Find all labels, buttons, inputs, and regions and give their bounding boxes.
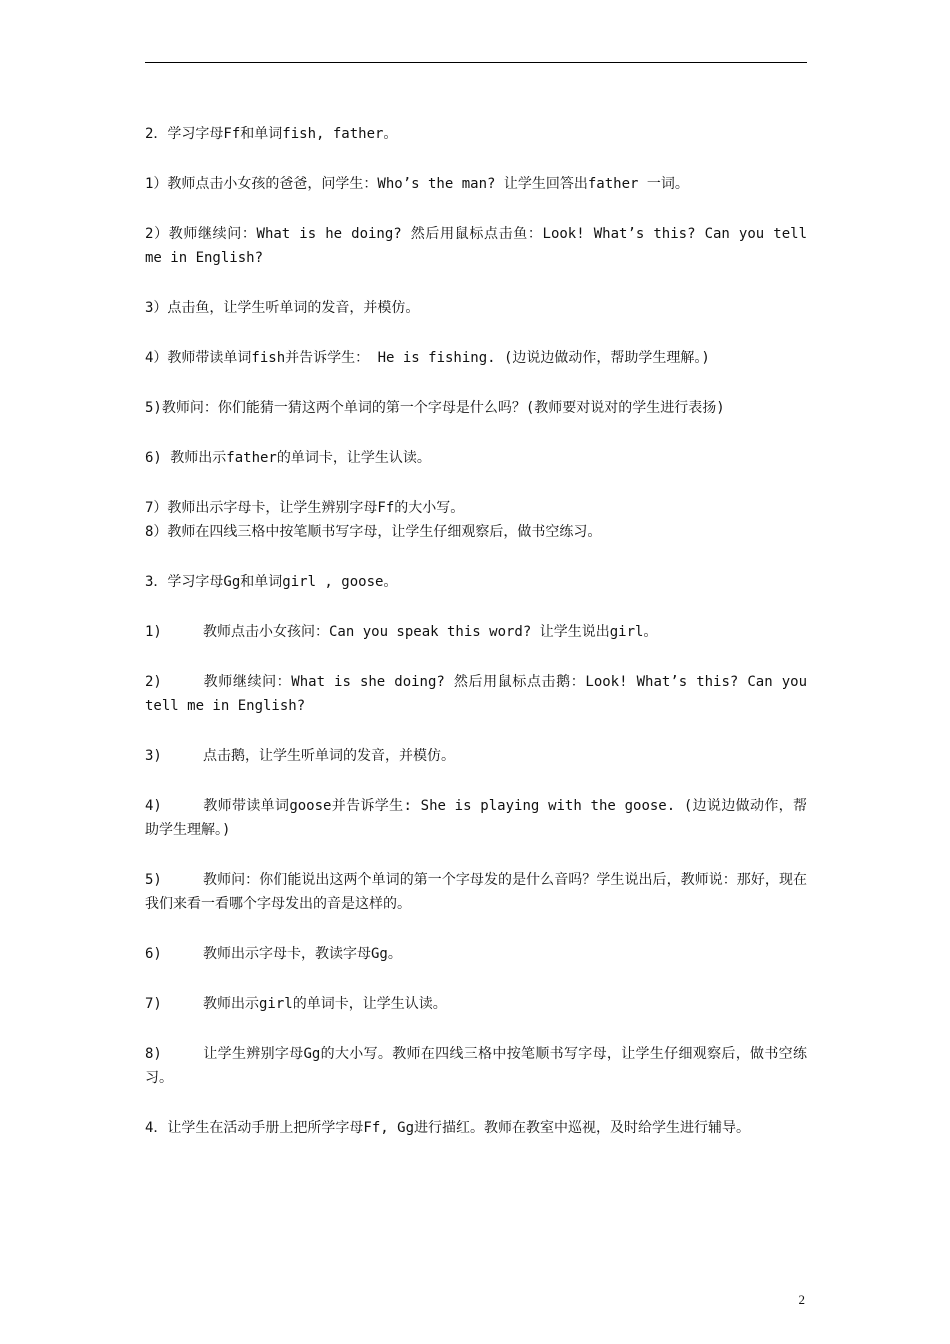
- section-heading-gg: 3．学习字母Gg和单词girl , goose。: [145, 574, 398, 590]
- step-item: 8）教师在四线三格中按笔顺书写字母，让学生仔细观察后，做书空练习。: [145, 524, 602, 540]
- step-number: 5): [145, 872, 162, 888]
- step-item: 1）教师点击小女孩的爸爸，问学生：Who’s the man? 让学生回答出father 一词。: [145, 176, 689, 192]
- step-number: 1): [145, 624, 162, 640]
- document-body: [145, 122, 807, 1140]
- step-number: 6): [145, 946, 162, 962]
- numbered-step: 7) 教师出示girl的单词卡，让学生认读。: [145, 992, 807, 1016]
- step-item: 2）教师继续问：What is he doing? 然后用鼠标点击鱼：Look! What’s this? Can you tell me in English?: [145, 226, 807, 266]
- section-heading-ff: 2．学习字母Ff和单词fish, father。: [145, 126, 398, 142]
- header-rule: [145, 62, 807, 63]
- numbered-step: 5) 教师问：你们能说出这两个单词的第一个字母发的是什么音吗？学生说出后，教师说：那好，现在我们来看一看哪个字母发出的音是这样的。: [145, 868, 807, 916]
- step-number: 4): [145, 798, 162, 814]
- numbered-step: 3) 点击鹅，让学生听单词的发音，并模仿。: [145, 744, 807, 768]
- step-number: 7): [145, 996, 162, 1012]
- page-number: 2: [798, 1292, 805, 1307]
- section-heading-practice: 4．让学生在活动手册上把所学字母Ff, Gg进行描红。教师在教室中巡视，及时给学生进行辅导。: [145, 1120, 750, 1136]
- step-number: 8): [145, 1046, 162, 1062]
- step-item: 6) 教师出示father的单词卡，让学生认读。: [145, 450, 431, 466]
- step-item: 4）教师带读单词fish并告诉学生： He is fishing. (边说边做动作，帮助学生理解。): [145, 350, 710, 366]
- numbered-step: 1) 教师点击小女孩问：Can you speak this word? 让学生说出girl。: [145, 620, 807, 644]
- numbered-step: 4) 教师带读单词goose并告诉学生: She is playing with the goose. (边说边做动作，帮助学生理解。): [145, 794, 807, 842]
- numbered-step: 8) 让学生辨别字母Gg的大小写。教师在四线三格中按笔顺书写字母，让学生仔细观察后，做书空练习。: [145, 1042, 807, 1090]
- numbered-step: 2) 教师继续问：What is she doing? 然后用鼠标点击鹅：Look! What’s this? Can you tell me in English?: [145, 670, 807, 718]
- step-number: 2): [145, 674, 162, 690]
- step-item: 5)教师问：你们能猜一猜这两个单词的第一个字母是什么吗？(教师要对说对的学生进行表扬): [145, 400, 725, 416]
- numbered-step: 6) 教师出示字母卡，教读字母Gg。: [145, 942, 807, 966]
- step-item: 3）点击鱼，让学生听单词的发音，并模仿。: [145, 300, 420, 316]
- step-item: 7）教师出示字母卡，让学生辨别字母Ff的大小写。: [145, 500, 465, 516]
- step-number: 3): [145, 748, 162, 764]
